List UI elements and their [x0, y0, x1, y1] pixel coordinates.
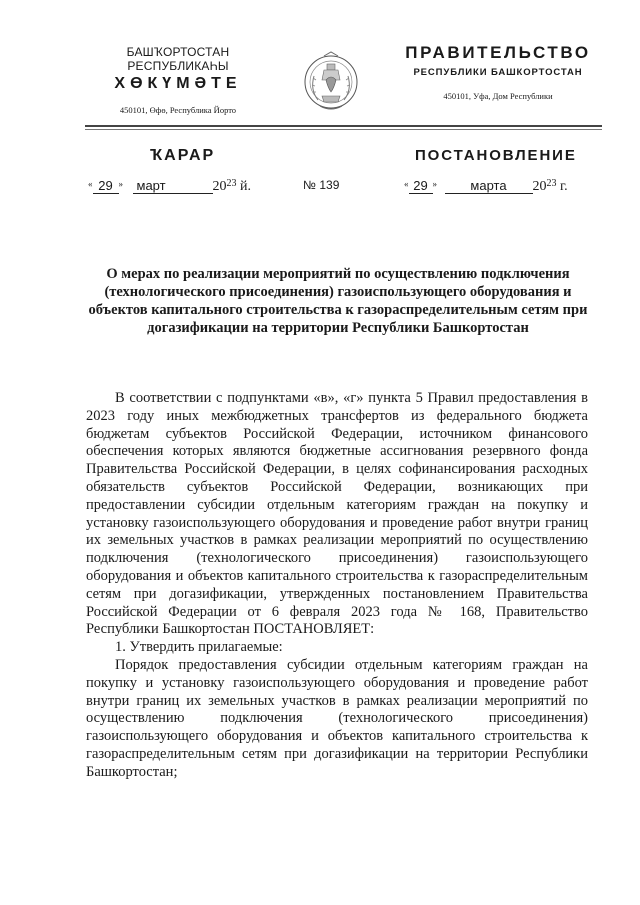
doc-number-value: 139 — [319, 178, 340, 192]
date-left-quote-close: » — [118, 179, 123, 189]
date-right-month: марта — [445, 178, 533, 194]
header-left-block — [78, 45, 278, 115]
coat-of-arms-icon — [300, 46, 362, 122]
date-right-day: 29 — [409, 178, 433, 194]
date-left-quote-open: « — [88, 179, 93, 189]
date-right-year-prefix: 20 — [532, 179, 547, 194]
doc-number-sign: № — [303, 178, 316, 192]
date-right-quote-close: » — [432, 179, 437, 189]
document-title: О мерах по реализации мероприятий по осуществлению подключения (технологического присоединения) газоиспользующего оборудования и объектов капитального строительства к газораспределительным сетям при догазификации на территории Республики Башкортостан — [88, 266, 588, 336]
date-right — [404, 178, 568, 195]
header-divider-thin — [85, 129, 602, 130]
header-left-government: ХӨКҮМӘТЕ — [114, 75, 242, 92]
header-right-republic: РЕСПУБЛИКИ БАШКОРТОСТАН — [413, 67, 583, 78]
document-body — [86, 390, 588, 782]
header-divider — [85, 125, 602, 127]
doc-kind-bashkir: ҠАРАР — [150, 147, 216, 164]
body-paragraph-item-1: 1. Утвердить прилагаемые: — [115, 639, 283, 656]
date-right-year-word: г. — [560, 179, 568, 194]
header-right-address: 450101, Уфа, Дом Республики — [443, 91, 553, 101]
date-left-year-prefix: 20 — [212, 179, 227, 194]
date-left-year-suffix: 23 — [226, 178, 237, 189]
body-paragraph-preamble: В соответствии с подпунктами «в», «г» пункта 5 Правил предоставления в 2023 году иных межбюджетных трансфертов из федерального бюджета бюджетам субъектов Российской Федерации, источником финансового обеспечения которых являются бюджетные ассигнования резервного фонда Правительства Российской Федерации, в целях софинансирования расходных обязательств субъектов Российской Федерации, возникающих при предоставлении субсидии отдельным категориям граждан на покупку и установку газоиспользующего оборудования и проведение работ внутри границ их земельных участков в рамках реализации мероприятий по осуществлению подключения (технологического присоединения) газоиспользующего оборудования и объектов капитального строительства к газораспределительным сетям при догазификации, утвержденных постановлением Правительства Российской Федерации от 6 февраля 2023 года № 168, Правительство Республики Башкортостан ПОСТАНОВЛЯЕТ: — [86, 390, 588, 638]
doc-number — [303, 178, 339, 194]
date-left-month: март — [133, 178, 213, 194]
header-left-address: 450101, Өфө, Республика Йорто — [119, 105, 237, 115]
header-left-republic: БАШҠОРТОСТАН РЕСПУБЛИКАҺЫ — [126, 45, 230, 73]
date-left — [88, 178, 251, 195]
date-left-day: 29 — [93, 178, 119, 194]
date-right-quote-open: « — [404, 179, 409, 189]
date-right-year-suffix: 23 — [546, 178, 557, 189]
body-paragraph-procedure: Порядок предоставления субсидии отдельным категориям граждан на покупку и установку газоиспользующего оборудования и проведение работ внутри границ их земельных участков в рамках реализации мероприятий по осуществлению подключения (технологического присоединения) газоиспользующего оборудования и объектов капитального строительства к газораспределительным сетям при догазификации на территории Республики Башкортостан; — [86, 656, 588, 780]
doc-kind-russian: ПОСТАНОВЛЕНИЕ — [415, 147, 577, 164]
date-left-year-word: й. — [240, 179, 251, 194]
header-right-block — [393, 43, 603, 101]
header-right-government: ПРАВИТЕЛЬСТВО — [405, 43, 591, 62]
